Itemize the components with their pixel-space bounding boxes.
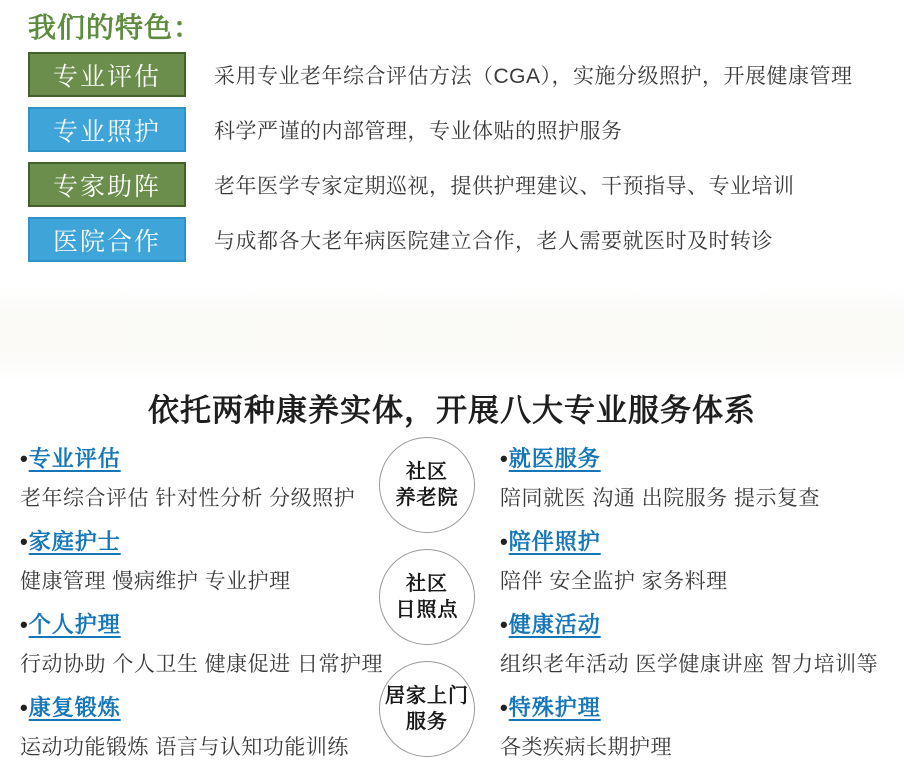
features-title: 我们的特色： — [28, 12, 203, 43]
services-left-column — [20, 445, 384, 777]
service-desc: 老年综合评估 针对性分析 分级照护 — [20, 487, 356, 510]
entity-circle-home-visit — [379, 661, 475, 757]
entity-circle-nursing-home — [379, 437, 475, 533]
feature-desc: 与成都各大老年病医院建立合作，老人需要就医时及时转诊 — [214, 229, 773, 253]
service-desc: 各类疾病长期护理 — [500, 736, 672, 759]
service-name — [500, 611, 904, 639]
service-name — [20, 694, 378, 722]
section-divider — [0, 288, 904, 380]
service-link-medical-escort[interactable]: 就医服务 — [508, 446, 601, 471]
bullet-icon: • — [500, 529, 508, 554]
features-list — [28, 52, 894, 262]
feature-tag-care: 专业照护 — [28, 107, 186, 152]
service-desc: 组织老年活动 医学健康讲座 智力培训等 — [500, 653, 879, 676]
service-name — [500, 528, 904, 556]
feature-row — [28, 162, 894, 207]
feature-row — [28, 52, 894, 97]
feature-desc: 老年医学专家定期巡视，提供护理建议、干预指导、专业培训 — [214, 174, 795, 198]
service-name — [20, 611, 378, 639]
bullet-icon: • — [500, 446, 508, 471]
service-name — [20, 528, 378, 556]
service-desc: 陪同就医 沟通 出院服务 提示复查 — [500, 487, 821, 510]
service-desc: 陪伴 安全监护 家务料理 — [500, 570, 728, 593]
service-desc: 健康管理 慢病维护 专业护理 — [20, 570, 291, 593]
bullet-icon: • — [500, 612, 508, 637]
circle-label-line: 居家上门 — [385, 685, 469, 707]
feature-tag-assessment: 专业评估 — [28, 52, 186, 97]
service-item — [20, 611, 384, 679]
service-link-assessment[interactable]: 专业评估 — [28, 446, 121, 471]
service-link-special-care[interactable]: 特殊护理 — [508, 695, 601, 720]
feature-row — [28, 107, 894, 152]
service-name — [20, 445, 378, 473]
service-item — [500, 694, 904, 762]
circle-label-line: 日照点 — [395, 599, 459, 621]
circle-label-line: 服务 — [406, 711, 448, 733]
service-link-personal-care[interactable]: 个人护理 — [28, 612, 121, 637]
feature-tag-experts: 专家助阵 — [28, 162, 186, 207]
service-item — [20, 445, 378, 513]
circle-label-line: 社区 — [406, 461, 448, 483]
bullet-icon: • — [20, 695, 28, 720]
service-item — [20, 694, 378, 762]
service-link-rehab[interactable]: 康复锻炼 — [28, 695, 121, 720]
feature-tag-hospital: 医院合作 — [28, 217, 186, 262]
bullet-icon: • — [20, 446, 28, 471]
feature-desc: 采用专业老年综合评估方法（CGA），实施分级照护，开展健康管理 — [214, 64, 853, 88]
circle-label-line: 养老院 — [395, 487, 459, 509]
services-right-column — [500, 445, 904, 777]
bullet-icon: • — [500, 695, 508, 720]
service-item — [20, 528, 378, 596]
entity-circles — [379, 437, 475, 757]
service-link-home-nurse[interactable]: 家庭护士 — [28, 529, 121, 554]
entity-circle-daycare — [379, 549, 475, 645]
bullet-icon: • — [20, 612, 28, 637]
service-name — [500, 694, 904, 722]
service-item — [500, 528, 904, 596]
service-link-health-activities[interactable]: 健康活动 — [508, 612, 601, 637]
service-desc: 运动功能锻炼 语言与认知功能训练 — [20, 736, 349, 759]
circle-label-line: 社区 — [406, 573, 448, 595]
feature-row — [28, 217, 894, 262]
service-name — [500, 445, 904, 473]
services-title: 依托两种康养实体，开展八大专业服务体系 — [148, 393, 756, 428]
service-item — [500, 611, 904, 679]
service-item — [500, 445, 904, 513]
service-desc: 行动协助 个人卫生 健康促进 日常护理 — [20, 653, 384, 676]
service-link-companion[interactable]: 陪伴照护 — [508, 529, 601, 554]
bullet-icon: • — [20, 529, 28, 554]
feature-desc: 科学严谨的内部管理，专业体贴的照护服务 — [214, 119, 623, 143]
